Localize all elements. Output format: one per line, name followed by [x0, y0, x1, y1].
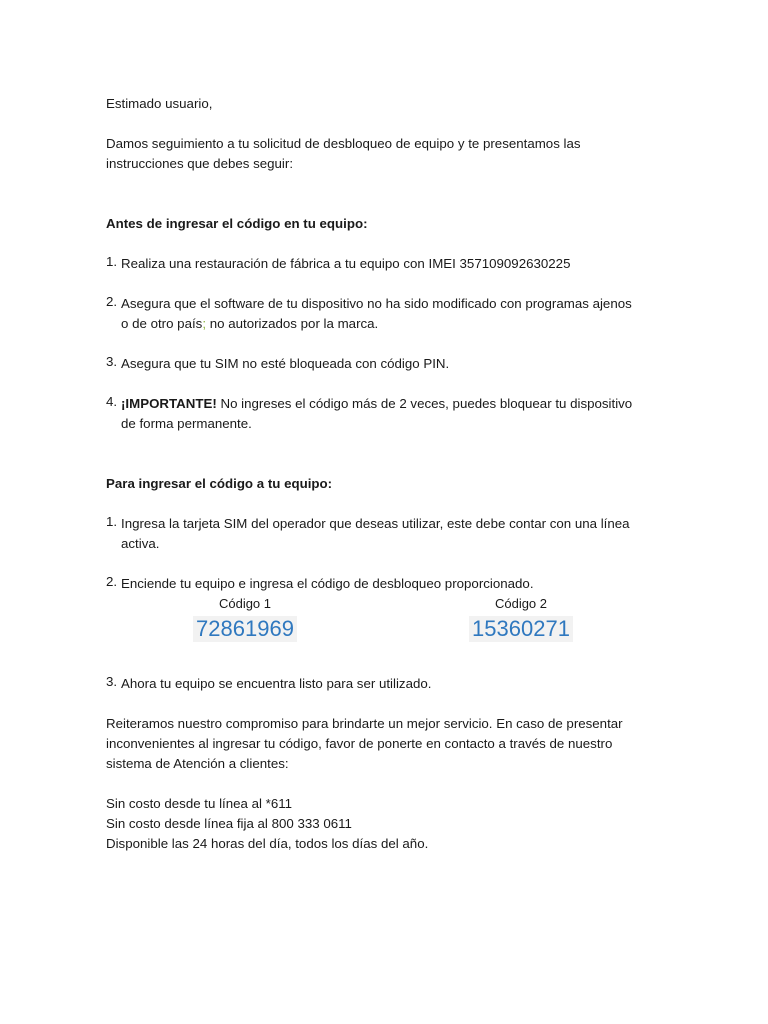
list-item: [106, 254, 666, 274]
code-1-label: Código 1: [218, 596, 272, 611]
section-heading-enter: Para ingresar el código a tu equipo:: [106, 476, 333, 491]
list-number: 2.: [106, 294, 118, 309]
list-number: 1.: [106, 514, 118, 529]
list-item-text-continued: activa.: [121, 536, 160, 551]
list-number: 3.: [106, 354, 118, 369]
list-number: 4.: [106, 394, 118, 409]
code-1-value: 72861969: [193, 616, 297, 642]
list-item: [106, 574, 666, 594]
contact-line-1: Sin costo desde tu línea al *611: [106, 796, 293, 811]
intro-line-2: instrucciones que debes seguir:: [106, 156, 294, 171]
list-item: [106, 294, 666, 334]
contact-line-2: Sin costo desde línea fija al 800 333 0611: [106, 816, 352, 831]
list-item-text-continued: de forma permanente.: [121, 416, 252, 431]
letter-body: [106, 94, 666, 854]
list-item-text: Asegura que tu SIM no esté bloqueada con código PIN.: [121, 356, 450, 371]
code-2-value: 15360271: [469, 616, 573, 642]
list-item: [106, 674, 666, 694]
contact-line-3: Disponible las 24 horas del día, todos los días del año.: [106, 836, 429, 851]
list-item: [106, 514, 666, 554]
list-item-text: Enciende tu equipo e ingresa el código de desbloqueo proporcionado.: [121, 576, 534, 591]
list-number: 3.: [106, 674, 118, 689]
closing-line-1: Reiteramos nuestro compromiso para brindarte un mejor servicio. En caso de presentar: [106, 716, 623, 731]
list-number: 2.: [106, 574, 118, 589]
code-2-label: Código 2: [494, 596, 548, 611]
greeting: Estimado usuario,: [106, 96, 213, 111]
list-item: [106, 354, 666, 374]
list-item-text: Ahora tu equipo se encuentra listo para ser utilizado.: [121, 676, 432, 691]
code-2-block: [465, 594, 577, 642]
list-item-text: Realiza una restauración de fábrica a tu equipo con IMEI 357109092630225: [121, 256, 571, 271]
list-item: [106, 394, 666, 434]
list-item-text-continued: o de otro país; no autorizados por la marca.: [121, 316, 379, 331]
closing-line-2: inconvenientes al ingresar tu código, favor de ponerte en contacto a través de nuestro: [106, 736, 613, 751]
list-item-text: Ingresa la tarjeta SIM del operador que deseas utilizar, este debe contar con una línea: [121, 516, 630, 531]
intro-line-1: Damos seguimiento a tu solicitud de desbloqueo de equipo y te presentamos las: [106, 136, 581, 151]
unlock-codes: [106, 594, 666, 652]
important-label: ¡IMPORTANTE!: [121, 396, 217, 411]
code-1-block: [189, 594, 301, 642]
list-item-text: ¡IMPORTANTE! No ingreses el código más de 2 veces, puedes bloquear tu dispositivo: [121, 396, 633, 411]
list-item-text: Asegura que el software de tu dispositivo no ha sido modificado con programas ajenos: [121, 296, 632, 311]
list-number: 1.: [106, 254, 118, 269]
section-heading-before: Antes de ingresar el código en tu equipo:: [106, 216, 368, 231]
closing-line-3: sistema de Atención a clientes:: [106, 756, 289, 771]
